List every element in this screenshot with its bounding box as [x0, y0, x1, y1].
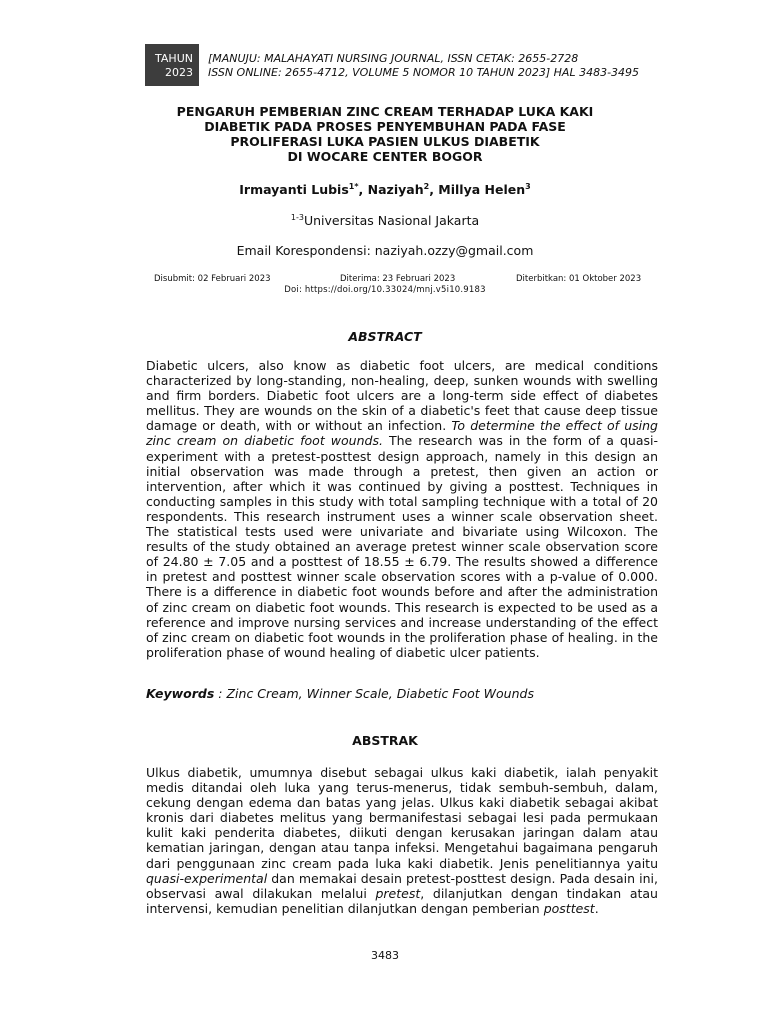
author-separator: , — [429, 182, 439, 197]
abstract-body — [146, 358, 658, 660]
affiliation-name: Universitas Nasional Jakarta — [303, 213, 480, 228]
author-name: Irmayanti Lubis — [239, 182, 349, 197]
year-badge — [145, 44, 199, 86]
keywords — [146, 686, 658, 701]
abstrak-text: , dilanjutkan dengan tindakan atau intervensi, kemudian penelitian dilanjutkan dengan pemberian — [146, 885, 658, 916]
abstrak-body — [146, 765, 658, 916]
abstrak-text: Ulkus diabetik, umumnya disebut sebagai ulkus kaki diabetik, ialah penyakit medis ditandai oleh luka yang terus-menerus, tidak sembuh-sembuh, dalam, cekung dengan edema dan batas yang jelas. Ulkus kaki diabetik sebagai akibat kronis dari diabetes melitus yang bermanifestasi sebagai lesi pada permukaan kulit kaki penderita diabetes, diikuti dengan kerusakan jaringan dalam atau kematian jaringan, dengan atau tanpa infeksi. Mengetahui bagaimana pengaruh dari penggunaan zinc cream pada luka kaki diabetik. Jenis penelitiannya yaitu — [146, 765, 658, 871]
affiliation — [100, 213, 670, 228]
title-line: DI WOCARE CENTER BOGOR — [287, 149, 483, 164]
abstract-text: The research was in the form of a quasi-experiment with a pretest-posttest design approach, namely in this design an initial observation was made through a pretest, then given an action or intervention, after which it was continued by giving a posttest. Techniques in conducting samples in this study with total sampling technique with a total of 20 respondents. This research instrument uses a winner scale observation sheet. The statistical tests used were univariate and bivariate using Wilcoxon. The results of the study obtained an average pretest winner scale observation score of 24.80 ± 7.05 and a posttest of 18.55 ± 6.79. The results showed a difference in pretest and posttest winner scale observation scores with a p-value of 0.000. There is a difference in diabetic foot wounds before and after the administration of zinc cream on diabetic foot wounds. This research is expected to be used as a reference and improve nursing services and increase understanding of the effect of zinc cream on diabetic foot wounds in the proliferation phase of healing. in the proliferation phase of wound healing of diabetic ulcer patients. — [146, 433, 658, 660]
abstrak-text: . — [594, 900, 599, 916]
journal-header — [208, 52, 678, 80]
abstrak-heading: ABSTRAK — [352, 733, 418, 748]
abstrak-italic: quasi-experimental — [146, 870, 268, 886]
abstract-objective: To determine the effect of using zinc cream on diabetic foot wounds. — [146, 418, 658, 449]
author-affiliation-mark: 1* — [348, 181, 359, 191]
author-separator: , — [358, 182, 368, 197]
correspondence-email: Email Korespondensi: naziyah.ozzy@gmail.com — [236, 243, 534, 258]
submitted-date: Disubmit: 02 Februari 2023 — [154, 274, 271, 284]
title-line: PROLIFERASI LUKA PASIEN ULKUS DIABETIK — [230, 134, 540, 149]
author-name: Naziyah — [367, 182, 424, 197]
author-affiliation-mark: 2 — [423, 181, 430, 191]
author-list — [100, 182, 670, 197]
keywords-text: : Zinc Cream, Winner Scale, Diabetic Foot Wounds — [214, 686, 534, 701]
journal-header-line2: ISSN ONLINE: 2655-4712, VOLUME 5 NOMOR 10 TAHUN 2023] HAL 3483-3495 — [208, 66, 640, 79]
abstrak-italic: posttest — [543, 900, 595, 916]
title-line: PENGARUH PEMBERIAN ZINC CREAM TERHADAP LUKA KAKI — [176, 104, 594, 119]
accepted-date: Diterima: 23 Februari 2023 — [340, 274, 456, 284]
year-badge-year: 2023 — [165, 66, 193, 79]
abstrak-italic: pretest — [375, 885, 421, 901]
year-badge-label: TAHUN — [155, 52, 193, 65]
abstract-heading: ABSTRACT — [348, 329, 422, 344]
abstrak-text: dan memakai desain pretest-posttest design. Pada desain ini, observasi awal dilakukan melalui — [146, 870, 658, 901]
page-number: 3483 — [371, 949, 399, 962]
paper-title — [140, 104, 630, 164]
doi-link[interactable]: Doi: https://doi.org/10.33024/mnj.v5i10.9183 — [284, 285, 486, 295]
published-date: Diterbitkan: 01 Oktober 2023 — [516, 274, 642, 284]
author-name: Millya Helen — [438, 182, 526, 197]
abstract-text: Diabetic ulcers, also know as diabetic foot ulcers, are medical conditions characterized by long-standing, non-healing, deep, sunken wounds with swelling and firm borders. Diabetic foot ulcers are a long-term side effect of diabetes mellitus. They are wounds on the skin of a diabetic's feet that cause deep tissue damage or death, with or without an infection. — [146, 358, 658, 434]
title-line: DIABETIK PADA PROSES PENYEMBUHAN PADA FASE — [204, 119, 566, 134]
author-affiliation-mark: 3 — [525, 181, 531, 191]
journal-header-line1: [MANUJU: MALAHAYATI NURSING JOURNAL, ISSN CETAK: 2655-2728 — [208, 52, 579, 65]
keywords-label: Keywords — [146, 686, 215, 701]
affiliation-mark: 1-3 — [290, 212, 304, 222]
